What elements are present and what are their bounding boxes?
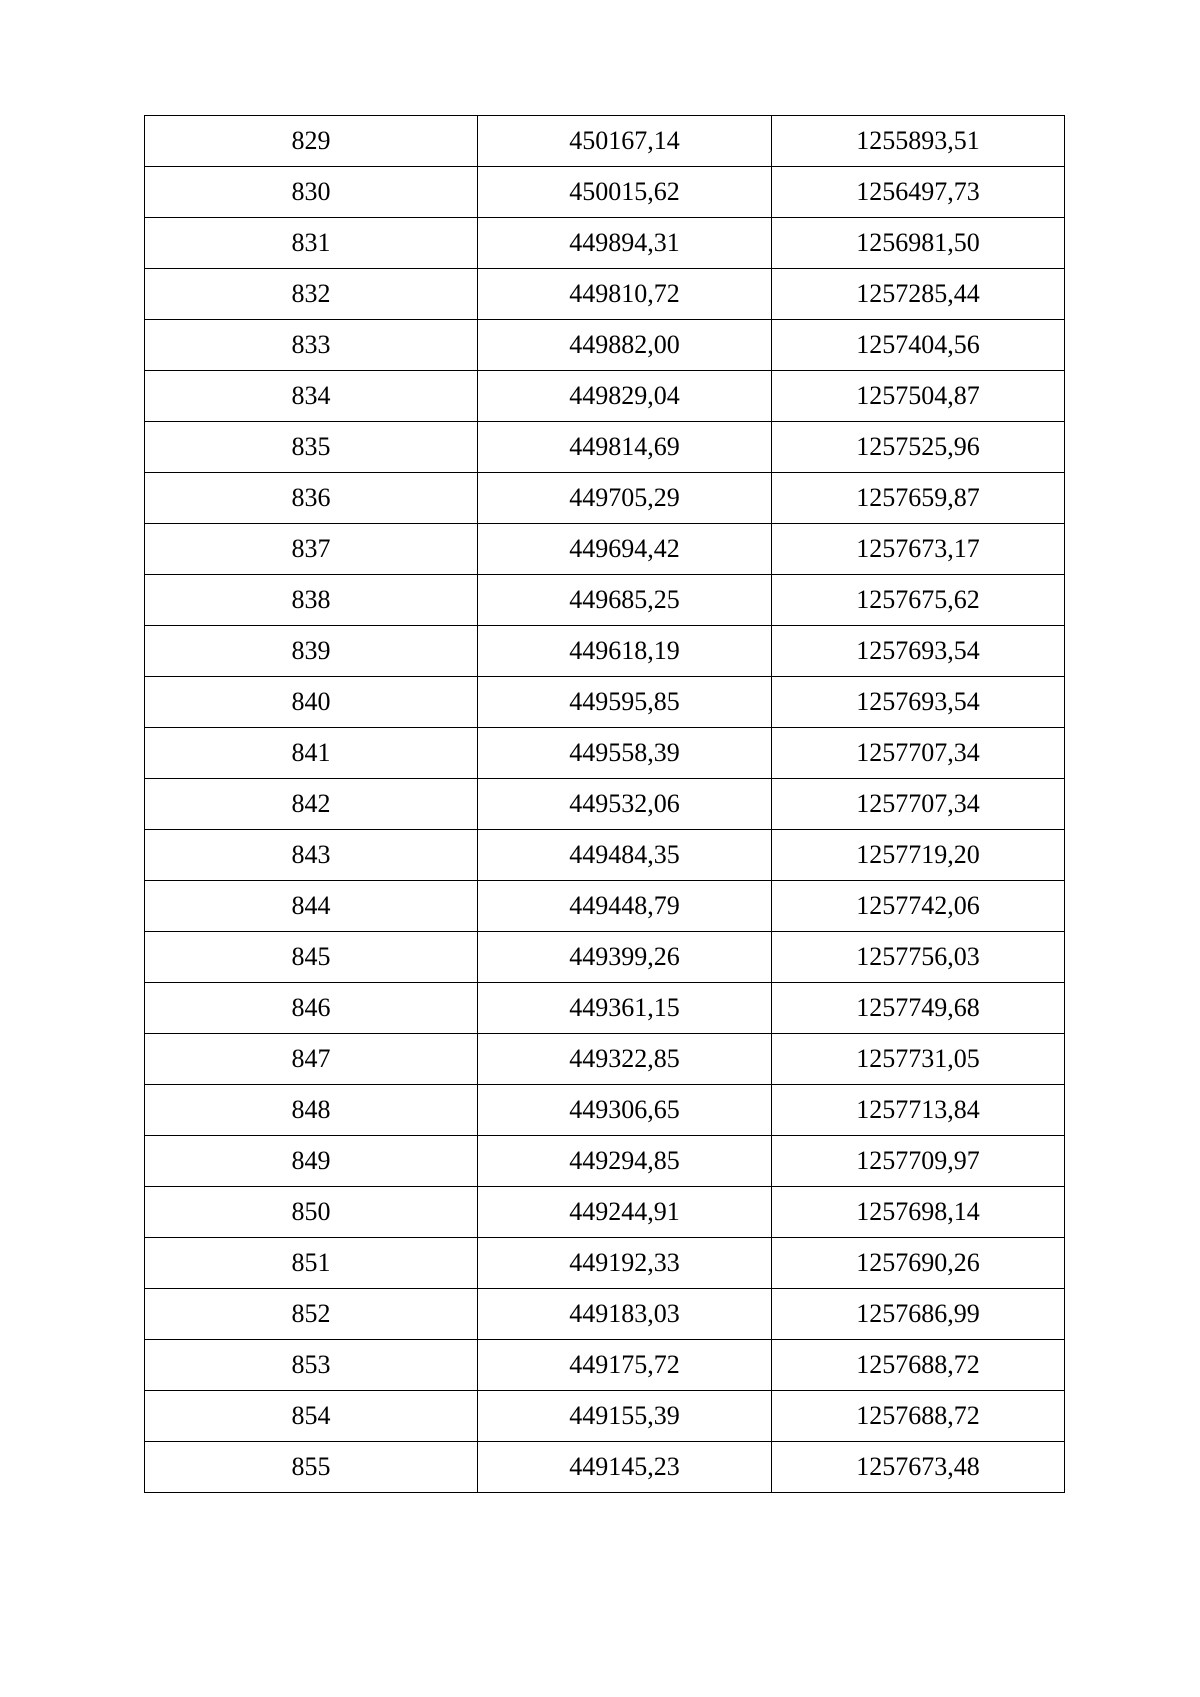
table-row	[145, 116, 1065, 167]
y-coordinate-cell: 1257688,72	[772, 1340, 1065, 1391]
table-row	[145, 320, 1065, 371]
table-row	[145, 728, 1065, 779]
y-coordinate-cell: 1257404,56	[772, 320, 1065, 371]
point-number-cell: 835	[145, 422, 478, 473]
point-number-cell: 836	[145, 473, 478, 524]
point-number-cell: 845	[145, 932, 478, 983]
x-coordinate-cell: 449322,85	[478, 1034, 772, 1085]
y-coordinate-cell: 1257659,87	[772, 473, 1065, 524]
table-row	[145, 167, 1065, 218]
point-number-cell: 852	[145, 1289, 478, 1340]
y-coordinate-cell: 1257707,34	[772, 728, 1065, 779]
y-coordinate-cell: 1257693,54	[772, 677, 1065, 728]
point-number-cell: 846	[145, 983, 478, 1034]
y-coordinate-cell: 1257673,17	[772, 524, 1065, 575]
table-row	[145, 218, 1065, 269]
x-coordinate-cell: 449361,15	[478, 983, 772, 1034]
x-coordinate-cell: 449244,91	[478, 1187, 772, 1238]
y-coordinate-cell: 1257525,96	[772, 422, 1065, 473]
x-coordinate-cell: 449294,85	[478, 1136, 772, 1187]
y-coordinate-cell: 1257731,05	[772, 1034, 1065, 1085]
y-coordinate-cell: 1257742,06	[772, 881, 1065, 932]
table-row	[145, 626, 1065, 677]
x-coordinate-cell: 450167,14	[478, 116, 772, 167]
point-number-cell: 841	[145, 728, 478, 779]
point-number-cell: 855	[145, 1442, 478, 1493]
y-coordinate-cell: 1257285,44	[772, 269, 1065, 320]
table-row	[145, 269, 1065, 320]
table-row	[145, 1136, 1065, 1187]
y-coordinate-cell: 1257756,03	[772, 932, 1065, 983]
point-number-cell: 830	[145, 167, 478, 218]
table-row	[145, 1289, 1065, 1340]
x-coordinate-cell: 449448,79	[478, 881, 772, 932]
y-coordinate-cell: 1257709,97	[772, 1136, 1065, 1187]
x-coordinate-cell: 449829,04	[478, 371, 772, 422]
point-number-cell: 848	[145, 1085, 478, 1136]
y-coordinate-cell: 1257675,62	[772, 575, 1065, 626]
coordinates-table	[144, 115, 1065, 1493]
x-coordinate-cell: 449595,85	[478, 677, 772, 728]
table-row	[145, 983, 1065, 1034]
table-row	[145, 575, 1065, 626]
x-coordinate-cell: 449175,72	[478, 1340, 772, 1391]
point-number-cell: 839	[145, 626, 478, 677]
x-coordinate-cell: 449155,39	[478, 1391, 772, 1442]
point-number-cell: 842	[145, 779, 478, 830]
table-row	[145, 422, 1065, 473]
x-coordinate-cell: 449685,25	[478, 575, 772, 626]
y-coordinate-cell: 1257690,26	[772, 1238, 1065, 1289]
x-coordinate-cell: 449306,65	[478, 1085, 772, 1136]
x-coordinate-cell: 449618,19	[478, 626, 772, 677]
table-row	[145, 1391, 1065, 1442]
y-coordinate-cell: 1257688,72	[772, 1391, 1065, 1442]
x-coordinate-cell: 449882,00	[478, 320, 772, 371]
point-number-cell: 834	[145, 371, 478, 422]
table-row	[145, 1085, 1065, 1136]
table-row	[145, 371, 1065, 422]
point-number-cell: 854	[145, 1391, 478, 1442]
point-number-cell: 849	[145, 1136, 478, 1187]
x-coordinate-cell: 449399,26	[478, 932, 772, 983]
y-coordinate-cell: 1257749,68	[772, 983, 1065, 1034]
y-coordinate-cell: 1257686,99	[772, 1289, 1065, 1340]
x-coordinate-cell: 450015,62	[478, 167, 772, 218]
coordinates-table-body	[145, 116, 1065, 1493]
y-coordinate-cell: 1256497,73	[772, 167, 1065, 218]
point-number-cell: 844	[145, 881, 478, 932]
x-coordinate-cell: 449705,29	[478, 473, 772, 524]
point-number-cell: 837	[145, 524, 478, 575]
y-coordinate-cell: 1257504,87	[772, 371, 1065, 422]
table-row	[145, 473, 1065, 524]
table-row	[145, 881, 1065, 932]
table-row	[145, 1340, 1065, 1391]
x-coordinate-cell: 449183,03	[478, 1289, 772, 1340]
table-row	[145, 1238, 1065, 1289]
point-number-cell: 853	[145, 1340, 478, 1391]
table-row	[145, 1034, 1065, 1085]
point-number-cell: 829	[145, 116, 478, 167]
x-coordinate-cell: 449694,42	[478, 524, 772, 575]
point-number-cell: 847	[145, 1034, 478, 1085]
x-coordinate-cell: 449894,31	[478, 218, 772, 269]
table-row	[145, 677, 1065, 728]
x-coordinate-cell: 449145,23	[478, 1442, 772, 1493]
point-number-cell: 838	[145, 575, 478, 626]
table-row	[145, 1442, 1065, 1493]
table-row	[145, 932, 1065, 983]
table-row	[145, 1187, 1065, 1238]
point-number-cell: 843	[145, 830, 478, 881]
table-row	[145, 830, 1065, 881]
point-number-cell: 851	[145, 1238, 478, 1289]
x-coordinate-cell: 449810,72	[478, 269, 772, 320]
x-coordinate-cell: 449814,69	[478, 422, 772, 473]
x-coordinate-cell: 449484,35	[478, 830, 772, 881]
y-coordinate-cell: 1257713,84	[772, 1085, 1065, 1136]
table-row	[145, 524, 1065, 575]
y-coordinate-cell: 1255893,51	[772, 116, 1065, 167]
y-coordinate-cell: 1257698,14	[772, 1187, 1065, 1238]
y-coordinate-cell: 1257693,54	[772, 626, 1065, 677]
x-coordinate-cell: 449192,33	[478, 1238, 772, 1289]
x-coordinate-cell: 449558,39	[478, 728, 772, 779]
point-number-cell: 850	[145, 1187, 478, 1238]
y-coordinate-cell: 1257719,20	[772, 830, 1065, 881]
point-number-cell: 840	[145, 677, 478, 728]
y-coordinate-cell: 1257673,48	[772, 1442, 1065, 1493]
point-number-cell: 831	[145, 218, 478, 269]
y-coordinate-cell: 1257707,34	[772, 779, 1065, 830]
y-coordinate-cell: 1256981,50	[772, 218, 1065, 269]
table-row	[145, 779, 1065, 830]
point-number-cell: 833	[145, 320, 478, 371]
x-coordinate-cell: 449532,06	[478, 779, 772, 830]
point-number-cell: 832	[145, 269, 478, 320]
